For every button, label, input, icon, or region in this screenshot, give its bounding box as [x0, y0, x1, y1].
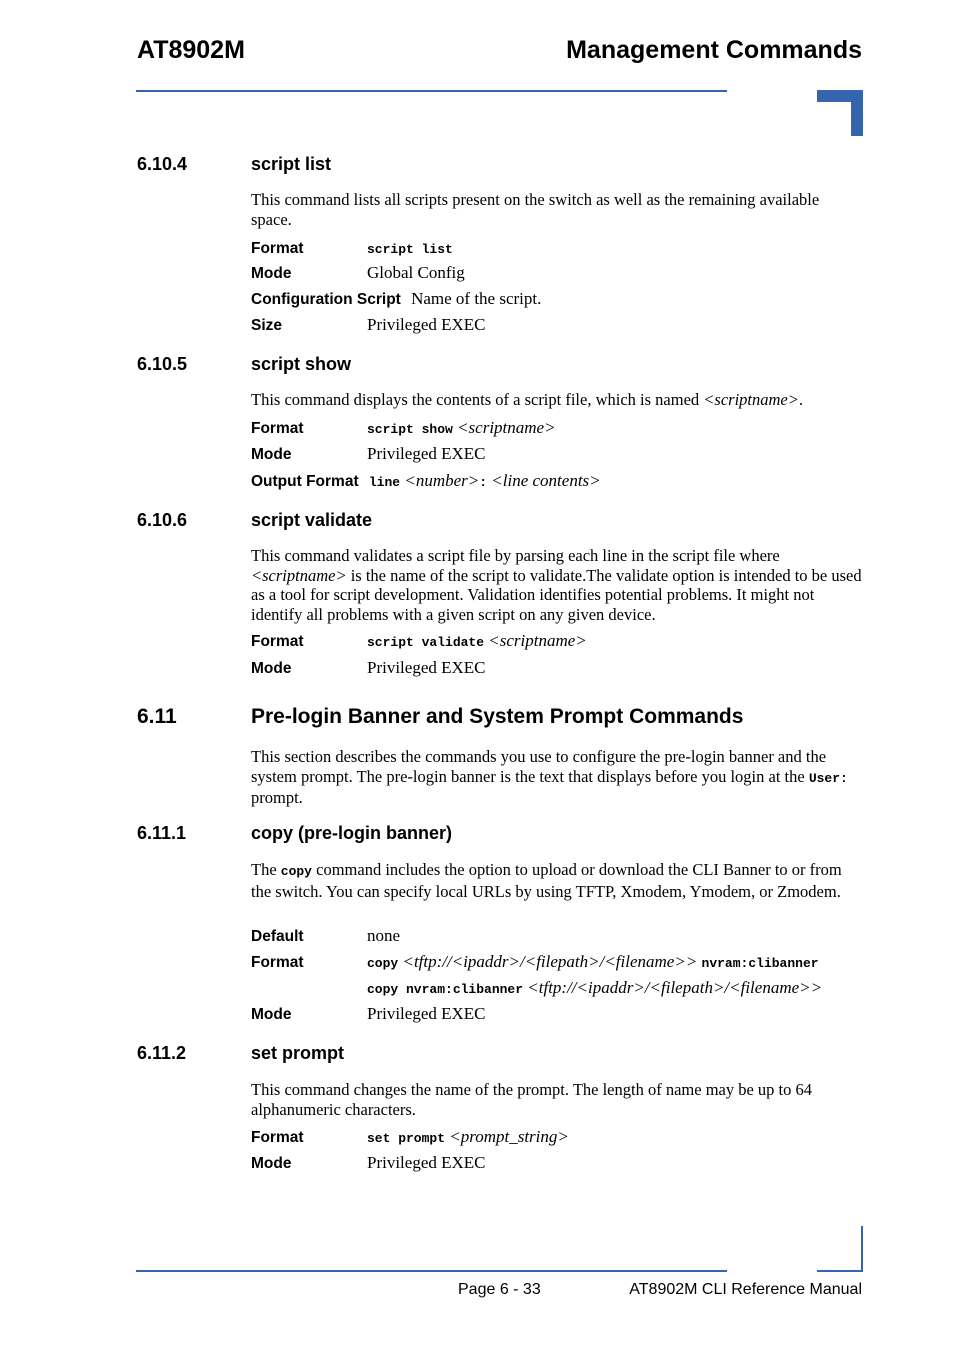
command-argument: <number> [404, 471, 480, 490]
command-syntax: set prompt [367, 1131, 446, 1146]
section-description [251, 390, 863, 410]
mode-label: Mode [251, 446, 292, 463]
mode-value: Privileged EXEC [367, 1153, 486, 1172]
desc-argument: <scriptname> [251, 565, 347, 585]
command-syntax: copy [367, 956, 399, 971]
mode-value: Privileged EXEC [367, 444, 486, 463]
default-label: Default [251, 928, 304, 945]
command-syntax: script list [367, 242, 453, 257]
mode-row [251, 263, 465, 283]
section-title: set prompt [251, 1043, 345, 1063]
mode-row [251, 1004, 486, 1024]
format-label: Format [251, 1129, 304, 1146]
command-argument: <scriptname> [457, 418, 556, 437]
command-argument: <line contents> [491, 471, 601, 490]
section-description [251, 747, 863, 808]
command-argument: <tftp://<ipaddr>/<filepath>/<filename>> [527, 978, 823, 997]
desc-text: . [798, 390, 803, 409]
section-title: script list [251, 154, 332, 174]
section-number: 6.11 [137, 705, 177, 728]
size-label: Size [251, 317, 283, 334]
format-row [251, 238, 453, 258]
format-label: Format [251, 954, 304, 971]
command-syntax: script show [367, 422, 453, 437]
format-label: Format [251, 420, 304, 437]
format-value [367, 1127, 569, 1147]
mode-value: Privileged EXEC [367, 1004, 486, 1023]
desc-text: This section describes the commands you use to configure the pre-login banner and the system prompt. The pre-login banner is the text that displays before you login at the [251, 747, 827, 786]
command-argument: <scriptname> [488, 631, 587, 650]
desc-argument: <scriptname> [703, 390, 799, 409]
config-script-value: Name of the script. [411, 289, 542, 308]
section-number: 6.10.4 [137, 154, 188, 174]
section-number: 6.11.1 [137, 823, 187, 843]
separator: : [479, 475, 488, 490]
mode-label: Mode [251, 265, 292, 282]
section-title: script show [251, 354, 352, 374]
command-syntax: line [368, 475, 401, 490]
section-number: 6.10.6 [137, 510, 188, 530]
size-value: Privileged EXEC [367, 315, 486, 334]
corner-mark-bottom [817, 1226, 863, 1272]
config-script-label: Configuration Script [251, 291, 401, 308]
mode-label: Mode [251, 1006, 292, 1023]
format-row [251, 418, 556, 438]
section-number: 6.10.5 [137, 354, 188, 374]
config-script-row [251, 289, 541, 309]
mode-row [251, 658, 486, 678]
mode-value: Global Config [367, 263, 465, 282]
footer-manual-title: AT8902M CLI Reference Manual [629, 1281, 862, 1298]
corner-mark-top [817, 90, 863, 136]
format-row [251, 631, 587, 651]
desc-text: This command displays the contents of a script file, which is named [251, 390, 704, 409]
mode-label: Mode [251, 660, 292, 677]
desc-text: is the name of the script to validate.The validate option is intended to be used as a tool for script development. Validation identifies potential problems. It might not identify all problems with a given script on any given device. [251, 565, 862, 624]
section-description [251, 546, 863, 624]
section-title: Pre-login Banner and System Prompt Commands [251, 705, 744, 728]
desc-text: command includes the option to upload or download the CLI Banner to or from the switch. You can specify local URLs by using TFTP, Xmodem, Ymodem, or Zmodem. [251, 860, 842, 901]
command-syntax: nvram:clibanner [701, 956, 819, 971]
format-label: Format [251, 240, 304, 257]
mode-row [251, 444, 486, 464]
section-title: copy (pre-login banner) [251, 823, 453, 843]
footer-page-number: Page 6 - 33 [458, 1281, 541, 1298]
size-row [251, 315, 486, 335]
desc-text: The [251, 860, 281, 879]
default-row [251, 926, 401, 946]
default-value: none [367, 926, 401, 945]
format-value [367, 978, 822, 998]
desc-code: copy [280, 864, 312, 879]
footer-rule [136, 1270, 727, 1272]
desc-text: prompt. [251, 788, 303, 807]
section-title: script validate [251, 510, 373, 530]
mode-value: Privileged EXEC [367, 658, 486, 677]
format-value [367, 631, 587, 651]
format-label: Format [251, 633, 304, 650]
header-rule [136, 90, 727, 92]
mode-label: Mode [251, 1155, 292, 1172]
format-row [251, 952, 819, 972]
mode-row [251, 1153, 486, 1173]
command-syntax: copy nvram:clibanner [367, 982, 524, 997]
command-argument: <prompt_string> [449, 1127, 569, 1146]
section-number: 6.11.2 [137, 1043, 187, 1063]
output-format-row [251, 471, 601, 491]
format-value [367, 238, 453, 258]
command-syntax: script validate [367, 635, 485, 650]
output-format-label: Output Format [251, 473, 359, 490]
format-row [251, 1127, 569, 1147]
section-description: This command lists all scripts present on the switch as well as the remaining available space. [251, 190, 820, 229]
section-description [251, 860, 863, 901]
format-value [367, 952, 819, 972]
section-description: This command changes the name of the prompt. The length of name may be up to 64 alphanumeric characters. [251, 1080, 813, 1119]
output-format-value [369, 471, 601, 490]
header-product: AT8902M [137, 36, 245, 64]
format-value [367, 418, 556, 438]
desc-text: This command validates a script file by parsing each line in the script file where [251, 546, 780, 565]
header-chapter: Management Commands [566, 36, 862, 64]
desc-code: User: [808, 770, 848, 786]
command-argument: <tftp://<ipaddr>/<filepath>/<filename>> [402, 952, 698, 971]
